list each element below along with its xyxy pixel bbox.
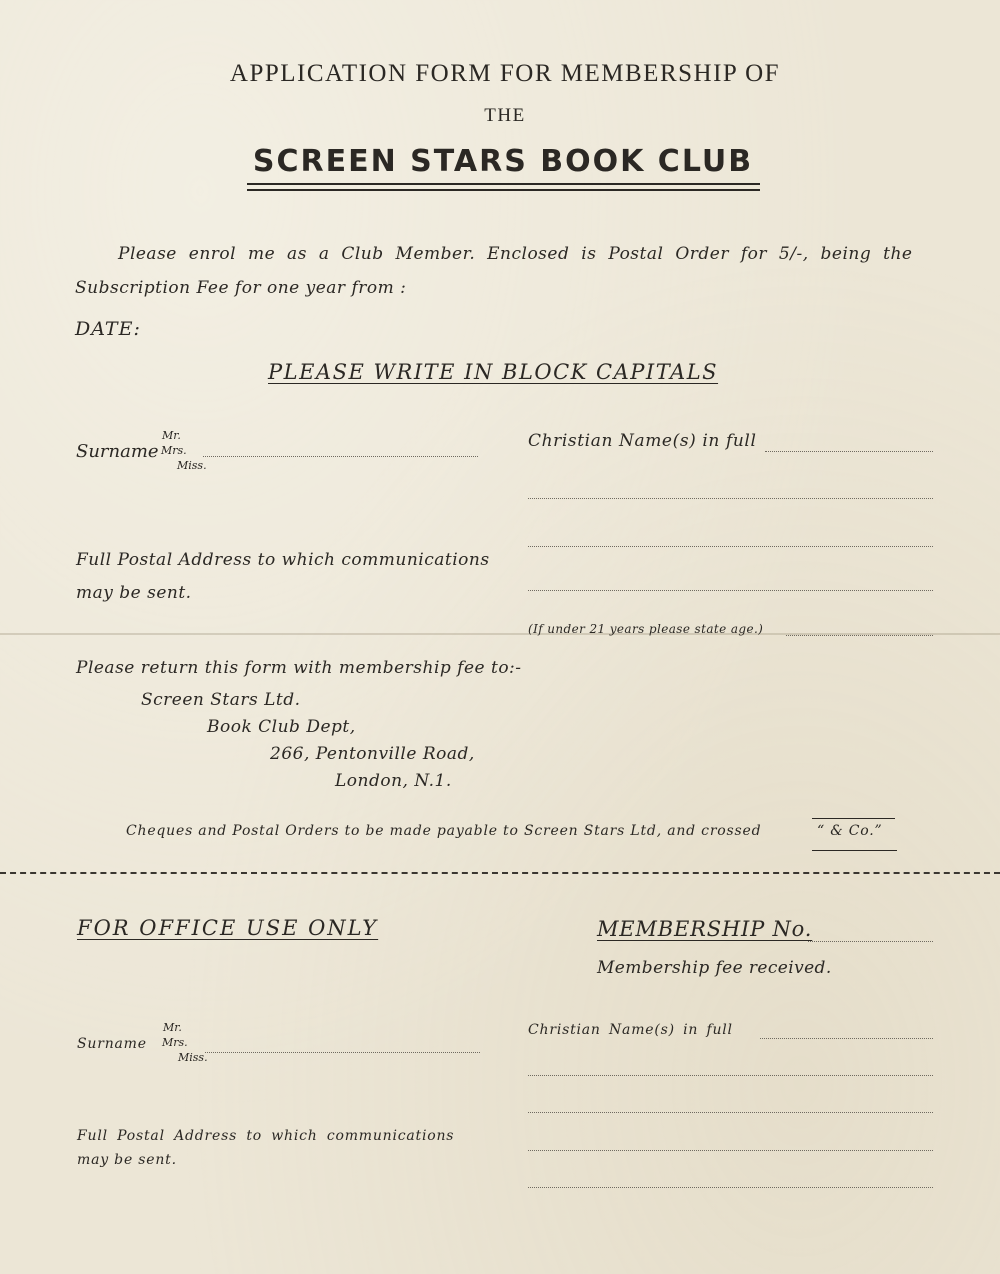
address-field-1[interactable]	[528, 546, 933, 547]
membership-number-label: MEMBERSHIP No.	[597, 917, 813, 941]
office-address-label-line1: Full Postal Address to which communications	[77, 1128, 455, 1144]
title-miss: Miss.	[177, 459, 207, 472]
cheques-note: Cheques and Postal Orders to be made payable to Screen Stars Ltd, and crossed	[126, 823, 762, 839]
crossed-and-co: “ & Co.”	[817, 823, 883, 839]
office-title-miss: Miss.	[178, 1051, 208, 1064]
crossing-line-bottom	[812, 850, 897, 851]
office-surname-field[interactable]	[205, 1052, 480, 1053]
office-use-heading: FOR OFFICE USE ONLY	[77, 916, 379, 940]
age-field[interactable]	[786, 635, 933, 636]
title-mr: Mr.	[162, 429, 181, 442]
block-capitals-instruction: PLEASE WRITE IN BLOCK CAPITALS	[268, 360, 719, 384]
address-label-line2: may be sent.	[76, 583, 192, 603]
title-options	[161, 428, 207, 473]
title-underline-2	[247, 189, 760, 191]
form-title-line2: THE	[484, 105, 526, 126]
christian-name-field-2[interactable]	[528, 498, 933, 499]
date-label: DATE:	[75, 318, 141, 340]
return-instructions: Please return this form with membership fee to:-	[76, 658, 522, 678]
title-underline-1	[247, 183, 760, 185]
office-title-mr: Mr.	[163, 1021, 182, 1034]
return-address-line1: Screen Stars Ltd.	[141, 690, 301, 710]
address-field-2[interactable]	[528, 590, 933, 591]
tear-off-line	[0, 872, 1000, 874]
office-address-field-3[interactable]	[528, 1187, 933, 1188]
christian-name-field-1[interactable]	[765, 451, 933, 452]
form-title-line1: APPLICATION FORM FOR MEMBERSHIP OF	[229, 60, 781, 87]
office-christian-name-field-1[interactable]	[760, 1038, 933, 1039]
return-address-line3: 266, Pentonville Road,	[270, 744, 475, 764]
club-name: SCREEN STARS BOOK CLUB	[252, 144, 754, 179]
crossing-line-top	[812, 818, 895, 819]
membership-number-field[interactable]	[808, 941, 933, 942]
office-address-field-1[interactable]	[528, 1112, 933, 1113]
surname-field[interactable]	[203, 456, 478, 457]
intro-line1: Please enrol me as a Club Member. Enclosed is Postal Order for 5/-, being the	[118, 244, 913, 264]
office-christian-name-label: Christian Name(s) in full	[528, 1022, 733, 1038]
intro-line2: Subscription Fee for one year from :	[75, 278, 407, 298]
office-title-mrs: Mrs.	[162, 1036, 188, 1049]
title-mrs: Mrs.	[161, 444, 187, 457]
office-address-field-2[interactable]	[528, 1150, 933, 1151]
age-note: (If under 21 years please state age.)	[528, 622, 764, 636]
office-christian-name-field-2[interactable]	[528, 1075, 933, 1076]
address-label-line1: Full Postal Address to which communications	[76, 550, 490, 570]
return-address-line2: Book Club Dept,	[207, 717, 356, 737]
office-title-options	[162, 1020, 208, 1065]
christian-name-label: Christian Name(s) in full	[528, 431, 757, 451]
surname-label: Surname	[76, 441, 159, 462]
office-address-label-line2: may be sent.	[77, 1152, 177, 1168]
office-surname-label: Surname	[77, 1036, 147, 1052]
fee-received-label: Membership fee received.	[597, 958, 832, 978]
return-address-line4: London, N.1.	[335, 771, 452, 791]
